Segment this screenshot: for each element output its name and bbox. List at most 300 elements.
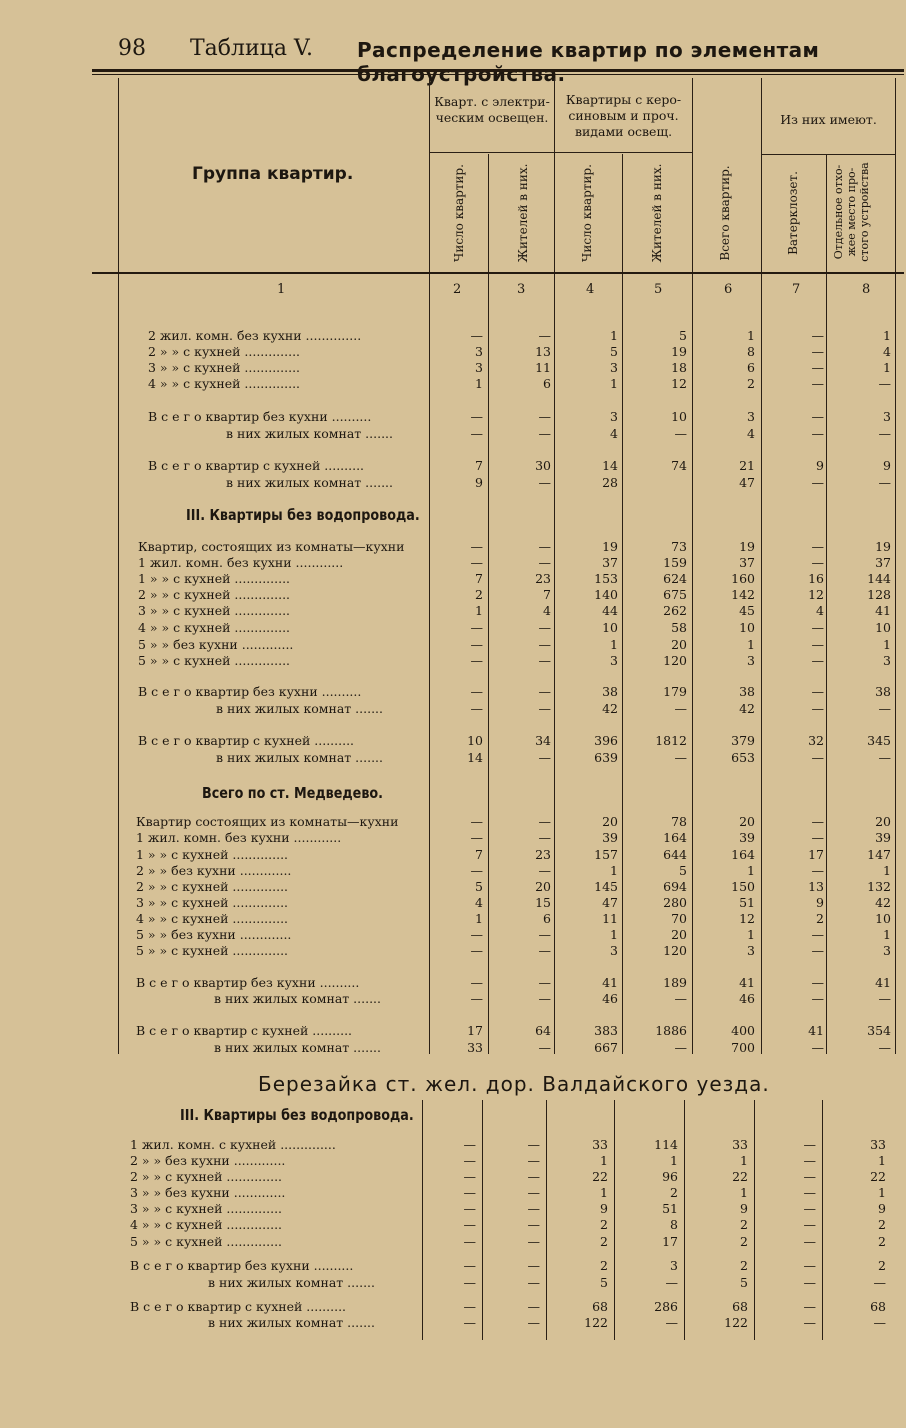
cell-col6: 5 [740, 1275, 748, 1290]
row-label: 4 » » с кухней .............. [136, 911, 289, 926]
cell-col4: 42 [602, 701, 618, 716]
cell-col7: — [811, 637, 824, 652]
cell-col2: — [470, 991, 483, 1006]
cell-col2: — [463, 1275, 476, 1290]
cell-col6: 142 [731, 587, 755, 602]
cell-col7: — [803, 1153, 816, 1168]
col6-header: Всего квартир. [718, 165, 732, 261]
row-label: 5 » » без кухни ............. [138, 637, 294, 652]
row-label: 3 » » с кухней .............. [130, 1201, 283, 1216]
table-row [0, 602, 906, 620]
column-number: 5 [654, 282, 663, 297]
cell-col4: 19 [602, 539, 618, 554]
cell-col6: 47 [739, 475, 755, 490]
table-row [0, 619, 906, 637]
cell-col2: — [463, 1258, 476, 1273]
cell-col6: 400 [731, 1023, 755, 1038]
cell-col3: — [527, 1275, 540, 1290]
cell-col6: 1 [747, 927, 755, 942]
cell-col3: — [538, 653, 551, 668]
section-title-total-medvedevo: Всего по ст. Медведево. [202, 784, 383, 802]
cell-col2: — [463, 1169, 476, 1184]
cell-col3: — [527, 1258, 540, 1273]
cell-col2: 10 [467, 733, 483, 748]
cell-col3: — [538, 620, 551, 635]
cell-col8: 42 [875, 895, 891, 910]
cell-col3: 6 [543, 911, 551, 926]
cell-col5: 2 [670, 1185, 678, 1200]
cell-col2: 7 [475, 571, 483, 586]
cell-col6: 1 [740, 1153, 748, 1168]
cell-col2: 7 [475, 458, 483, 473]
cell-col5: 3 [670, 1258, 678, 1273]
cell-col2: — [470, 975, 483, 990]
cell-col3: — [527, 1315, 540, 1330]
header-rule-thin [92, 74, 904, 75]
cell-col7: — [803, 1201, 816, 1216]
cell-col4: 37 [602, 555, 618, 570]
cell-col8: 9 [883, 458, 891, 473]
cell-col8: 3 [883, 653, 891, 668]
row-label: В с е г о квартир с кухней .......... [148, 458, 365, 473]
cell-col4: 20 [602, 814, 618, 829]
cell-col3: — [538, 701, 551, 716]
cell-col4: 44 [602, 603, 618, 618]
row-label: в них жилых комнат ....... [214, 1040, 381, 1055]
cell-col7: — [811, 830, 824, 845]
cell-col8: 144 [867, 571, 891, 586]
cell-col7: 9 [816, 895, 824, 910]
row-label: 1 жил. комн. без кухни ............ [138, 555, 344, 570]
table-row [0, 474, 906, 492]
cell-col3: — [538, 975, 551, 990]
cell-col8: 9 [878, 1201, 886, 1216]
header-rule [92, 69, 904, 72]
cell-col7: 12 [808, 587, 824, 602]
cell-col6: 9 [740, 1201, 748, 1216]
cell-col7: 9 [816, 458, 824, 473]
row-label: В с е г о квартир без кухни .......... [138, 684, 362, 699]
cell-col7: — [811, 653, 824, 668]
cell-col4: 3 [610, 943, 618, 958]
column-rule [429, 274, 430, 1054]
table-row [0, 408, 906, 426]
cell-col3: 23 [535, 571, 551, 586]
cell-col6: 2 [740, 1234, 748, 1249]
row-label: 1 жил. комн. без кухни ............ [136, 830, 342, 845]
row-label: 5 » » с кухней .............. [138, 653, 291, 668]
page-title: Распределение квартир по элементам [357, 38, 820, 62]
cell-col7: — [803, 1299, 816, 1314]
cell-col3: 64 [535, 1023, 551, 1038]
cell-col3: — [527, 1169, 540, 1184]
cell-col7: — [811, 344, 824, 359]
row-label: 2 » » с кухней .............. [148, 344, 301, 359]
cell-col6: 46 [739, 991, 755, 1006]
row-label: в них жилых комнат ....... [216, 701, 383, 716]
row-label: 3 » » без кухни ............. [130, 1185, 286, 1200]
cell-col8: 10 [875, 911, 891, 926]
cell-col8: 41 [875, 603, 891, 618]
row-label: в них жилых комнат ....... [208, 1315, 375, 1330]
cell-col5: 8 [670, 1217, 678, 1232]
column-number: 6 [724, 282, 733, 297]
col4-header: Число квартир. [580, 164, 594, 262]
cell-col5: 1812 [655, 733, 687, 748]
table-row [0, 829, 906, 847]
row-label: 2 » » с кухней .............. [138, 587, 291, 602]
cell-col6: 2 [740, 1217, 748, 1232]
electric-header: Кварт. с электри-ческим освещен. [434, 94, 550, 125]
cell-col5: 51 [662, 1201, 678, 1216]
col7-header: Ватерклозет. [786, 171, 800, 255]
cell-col7: — [811, 814, 824, 829]
row-label: 4 » » с кухней .............. [148, 376, 301, 391]
of-them-header: Из них имеют. [780, 112, 877, 127]
cell-col8: — [878, 701, 891, 716]
row-label: В с е г о квартир с кухней .......... [138, 733, 355, 748]
cell-col4: 38 [602, 684, 618, 699]
column-rule [614, 1100, 615, 1340]
cell-col7: 17 [808, 847, 824, 862]
cell-col5: — [674, 750, 687, 765]
cell-col4: 1 [610, 637, 618, 652]
cell-col2: 3 [475, 360, 483, 375]
cell-col4: 639 [594, 750, 618, 765]
cell-col5: 1 [670, 1153, 678, 1168]
table-row [0, 1314, 906, 1332]
cell-col5: 1886 [655, 1023, 687, 1038]
cell-col6: 10 [739, 620, 755, 635]
table-row [0, 652, 906, 670]
cell-col7: 4 [816, 603, 824, 618]
cell-col5: 262 [663, 603, 687, 618]
row-label: В с е г о квартир без кухни .......... [136, 975, 360, 990]
cell-col3: 23 [535, 847, 551, 862]
cell-col5: 10 [671, 409, 687, 424]
cell-col4: 46 [602, 991, 618, 1006]
cell-col7: 2 [816, 911, 824, 926]
cell-col6: 51 [739, 895, 755, 910]
cell-col4: 3 [610, 409, 618, 424]
cell-col8: 37 [875, 555, 891, 570]
column-number: 2 [453, 282, 462, 297]
cell-col2: — [470, 409, 483, 424]
cell-col2: — [470, 653, 483, 668]
table-header [118, 78, 896, 272]
cell-col8: — [878, 376, 891, 391]
cell-col2: 1 [475, 911, 483, 926]
cell-col3: — [538, 426, 551, 441]
cell-col5: 286 [654, 1299, 678, 1314]
kerosene-header: Квартиры с керо-синовым и проч. видами освещ. [565, 92, 682, 139]
table-row [0, 1257, 906, 1275]
row-label: 1 » » с кухней .............. [136, 847, 289, 862]
column-rule [118, 274, 119, 1054]
cell-col2: — [470, 927, 483, 942]
cell-col7: — [811, 1040, 824, 1055]
cell-col2: — [463, 1299, 476, 1314]
cell-col8: — [873, 1275, 886, 1290]
header-bottom-rule [92, 272, 904, 274]
cell-col3: — [527, 1234, 540, 1249]
cell-col7: — [811, 927, 824, 942]
cell-col8: 39 [875, 830, 891, 845]
cell-col6: 164 [731, 847, 755, 862]
cell-col4: 1 [610, 927, 618, 942]
cell-col7: — [811, 539, 824, 554]
cell-col6: 653 [731, 750, 755, 765]
cell-col3: — [538, 927, 551, 942]
cell-col6: 42 [739, 701, 755, 716]
cell-col6: 700 [731, 1040, 755, 1055]
cell-col2: — [463, 1137, 476, 1152]
cell-col4: 396 [594, 733, 618, 748]
cell-col7: — [811, 943, 824, 958]
row-label: 5 » » без кухни ............. [136, 927, 292, 942]
row-label: 2 » » без кухни ............. [136, 863, 292, 878]
cell-col3: — [527, 1185, 540, 1200]
column-rule [895, 274, 896, 1054]
cell-col7: — [803, 1234, 816, 1249]
cell-col6: 22 [732, 1169, 748, 1184]
cell-col5: 5 [679, 863, 687, 878]
row-label: 1 жил. комн. с кухней .............. [130, 1137, 336, 1152]
cell-col5: 19 [671, 344, 687, 359]
column-number: 4 [586, 282, 595, 297]
cell-col3: — [527, 1153, 540, 1168]
cell-col2: — [470, 620, 483, 635]
cell-col4: 122 [584, 1315, 608, 1330]
row-label: 2 жил. комн. без кухни .............. [148, 328, 362, 343]
cell-col5: 74 [671, 458, 687, 473]
cell-col3: — [538, 637, 551, 652]
cell-col7: — [811, 360, 824, 375]
row-label: В с е г о квартир без кухни .......... [130, 1258, 354, 1273]
column-rule [622, 274, 623, 1054]
cell-col4: 3 [610, 360, 618, 375]
cell-col6: 12 [739, 911, 755, 926]
cell-col5: 280 [663, 895, 687, 910]
column-number: 7 [792, 282, 801, 297]
cell-col2: 9 [475, 475, 483, 490]
cell-col5: 78 [671, 814, 687, 829]
cell-col6: 45 [739, 603, 755, 618]
row-label: в них жилых комнат ....... [226, 475, 393, 490]
column-number: 3 [517, 282, 526, 297]
row-label: 3 » » с кухней .............. [138, 603, 291, 618]
cell-col2: — [470, 539, 483, 554]
col8-header: Отдельное отхо-жее место про-стого устройства [832, 162, 871, 262]
table-row [0, 990, 906, 1008]
column-rule [546, 1100, 547, 1340]
cell-col5: 5 [679, 328, 687, 343]
row-label: 3 » » с кухней .............. [148, 360, 301, 375]
cell-col3: 7 [543, 587, 551, 602]
column-rule [482, 1100, 483, 1340]
row-label: 4 » » с кухней .............. [130, 1217, 283, 1232]
place-title: Березайка ст. жел. дор. Валдайского уезда. [258, 1072, 770, 1096]
cell-col5: 644 [663, 847, 687, 862]
cell-col4: 22 [592, 1169, 608, 1184]
cell-col7: — [811, 750, 824, 765]
cell-col6: 8 [747, 344, 755, 359]
cell-col6: 1 [747, 863, 755, 878]
cell-col4: 1 [610, 376, 618, 391]
cell-col2: 17 [467, 1023, 483, 1038]
row-label: В с е г о квартир без кухни .......... [148, 409, 372, 424]
table-row [0, 457, 906, 475]
col5-header: Жителей в них. [650, 163, 664, 263]
cell-col8: 20 [875, 814, 891, 829]
cell-col7: 41 [808, 1023, 824, 1038]
cell-col7: — [811, 475, 824, 490]
cell-col8: 1 [878, 1153, 886, 1168]
cell-col2: — [463, 1315, 476, 1330]
cell-col5: 20 [671, 637, 687, 652]
cell-col7: — [811, 975, 824, 990]
cell-col2: — [470, 637, 483, 652]
cell-col4: 47 [602, 895, 618, 910]
table-row [0, 375, 906, 393]
cell-col2: — [463, 1234, 476, 1249]
cell-col3: 20 [535, 879, 551, 894]
table-row [0, 1274, 906, 1292]
column-number: 8 [862, 282, 871, 297]
cell-col5: — [674, 701, 687, 716]
cell-col8: 128 [867, 587, 891, 602]
table-row [0, 942, 906, 960]
cell-col8: 10 [875, 620, 891, 635]
cell-col4: 157 [594, 847, 618, 862]
cell-col4: 5 [600, 1275, 608, 1290]
cell-col5: 164 [663, 830, 687, 845]
cell-col5: 17 [662, 1234, 678, 1249]
cell-col5: 12 [671, 376, 687, 391]
cell-col7: 13 [808, 879, 824, 894]
cell-col2: — [470, 328, 483, 343]
cell-col4: 10 [602, 620, 618, 635]
column-rule [422, 1100, 423, 1340]
cell-col7: — [803, 1258, 816, 1273]
cell-col2: — [470, 426, 483, 441]
cell-col3: 4 [543, 603, 551, 618]
cell-col3: — [527, 1217, 540, 1232]
cell-col6: 4 [747, 426, 755, 441]
cell-col3: — [538, 684, 551, 699]
cell-col8: 147 [867, 847, 891, 862]
cell-col6: 38 [739, 684, 755, 699]
cell-col5: 179 [663, 684, 687, 699]
table-label: Таблица V. [190, 36, 313, 61]
row-label: 5 » » с кухней .............. [136, 943, 289, 958]
cell-col3: — [538, 830, 551, 845]
cell-col4: 68 [592, 1299, 608, 1314]
cell-col2: — [463, 1153, 476, 1168]
cell-col8: 1 [883, 328, 891, 343]
cell-col2: 14 [467, 750, 483, 765]
cell-col7: — [811, 620, 824, 635]
page-header [0, 34, 906, 70]
cell-col6: 2 [740, 1258, 748, 1273]
row-label: 3 » » с кухней .............. [136, 895, 289, 910]
cell-col3: — [538, 863, 551, 878]
cell-col6: 150 [731, 879, 755, 894]
cell-col8: 1 [883, 637, 891, 652]
cell-col3: — [527, 1299, 540, 1314]
cell-col8: 68 [870, 1299, 886, 1314]
section-title-no-water: III. Квартиры без водопровода. [186, 506, 420, 524]
cell-col4: 153 [594, 571, 618, 586]
cell-col8: — [878, 1040, 891, 1055]
cell-col2: 5 [475, 879, 483, 894]
cell-col8: 3 [883, 943, 891, 958]
cell-col7: 16 [808, 571, 824, 586]
column-rule [761, 274, 762, 1054]
column-rule [554, 274, 555, 1054]
cell-col7: — [803, 1185, 816, 1200]
cell-col6: 1 [740, 1185, 748, 1200]
cell-col6: 379 [731, 733, 755, 748]
cell-col5: — [674, 1040, 687, 1055]
cell-col2: — [470, 684, 483, 699]
cell-col7: — [811, 701, 824, 716]
cell-col4: 1 [610, 863, 618, 878]
cell-col3: — [527, 1137, 540, 1152]
cell-col2: — [470, 814, 483, 829]
row-label: в них жилых комнат ....... [226, 426, 393, 441]
cell-col5: 20 [671, 927, 687, 942]
col2-header: Число квартир. [452, 164, 466, 262]
cell-col5: — [674, 991, 687, 1006]
row-label: в них жилых комнат ....... [208, 1275, 375, 1290]
row-label: Квартир состоящих из комнаты—кухни [136, 814, 399, 829]
cell-col6: 39 [739, 830, 755, 845]
cell-col3: — [538, 1040, 551, 1055]
table-row [0, 749, 906, 767]
cell-col2: — [463, 1185, 476, 1200]
cell-col7: — [803, 1169, 816, 1184]
cell-col8: 33 [870, 1137, 886, 1152]
cell-col2: 3 [475, 344, 483, 359]
cell-col5: 159 [663, 555, 687, 570]
cell-col2: 33 [467, 1040, 483, 1055]
cell-col3: — [538, 750, 551, 765]
cell-col2: — [463, 1201, 476, 1216]
cell-col6: 122 [724, 1315, 748, 1330]
cell-col8: — [878, 475, 891, 490]
cell-col2: — [463, 1217, 476, 1232]
cell-col2: — [470, 555, 483, 570]
cell-col5: 120 [663, 943, 687, 958]
cell-col8: 38 [875, 684, 891, 699]
cell-col8: 3 [883, 409, 891, 424]
cell-col8: 22 [870, 1169, 886, 1184]
cell-col5: 694 [663, 879, 687, 894]
cell-col2: 2 [475, 587, 483, 602]
cell-col6: 1 [747, 637, 755, 652]
cell-col2: — [470, 701, 483, 716]
cell-col5: 675 [663, 587, 687, 602]
cell-col7: — [811, 555, 824, 570]
table-row [0, 1039, 906, 1057]
table-row [0, 700, 906, 718]
cell-col4: 140 [594, 587, 618, 602]
cell-col6: 37 [739, 555, 755, 570]
cell-col7: — [803, 1217, 816, 1232]
cell-col8: — [878, 426, 891, 441]
cell-col7: — [811, 328, 824, 343]
